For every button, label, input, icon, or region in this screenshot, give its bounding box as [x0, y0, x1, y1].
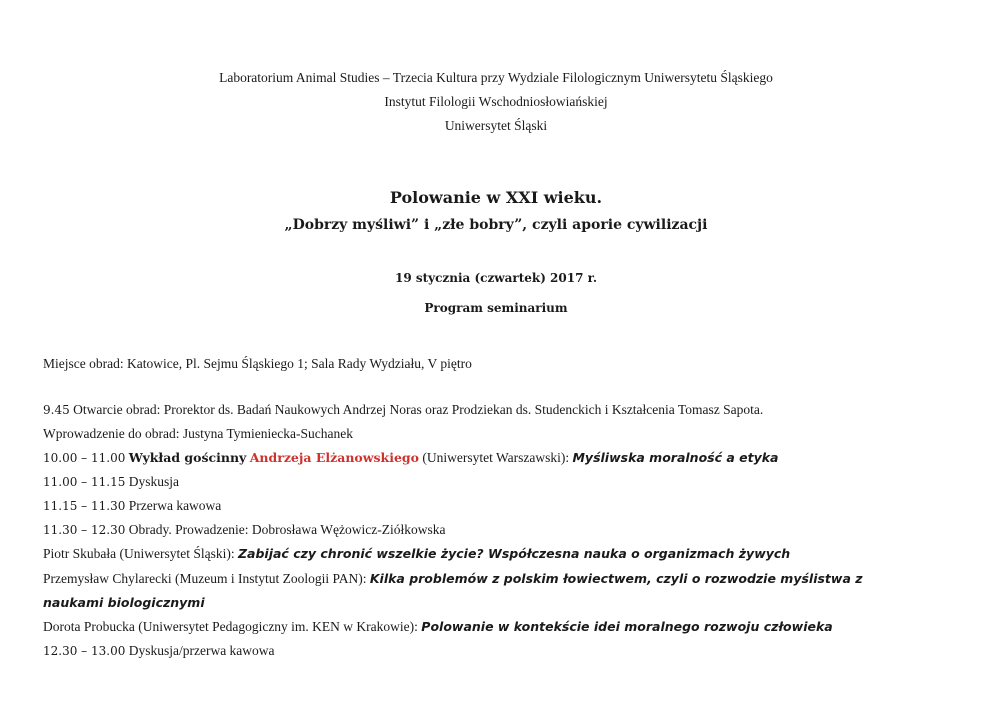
- document-subtitle: „Dobrzy myśliwi” i „złe bobry”, czyli aporie cywilizacji: [284, 217, 708, 233]
- program-discussion-1: [43, 473, 179, 491]
- talk2-title-continued: naukami biologicznymi: [43, 595, 205, 610]
- discussion2-text: Dyskusja/przerwa kawowa: [125, 643, 275, 658]
- opening-time: 9.45: [43, 403, 70, 417]
- program-talk-3: [43, 618, 833, 636]
- lecture-label: Wykład gościnny: [128, 450, 247, 465]
- session-time: 11.30 – 12.30: [43, 523, 126, 537]
- program-introduction: Wprowadzenie do obrad: Justyna Tymieniecka-Suchanek: [43, 426, 353, 441]
- lecture-title: Myśliwska moralność a etyka: [572, 450, 779, 465]
- event-date: 19 stycznia (czwartek) 2017 r.: [394, 271, 598, 285]
- talk2-speaker: Przemysław Chylarecki (Muzeum i Instytut Zoologii PAN):: [43, 571, 370, 586]
- lecture-affiliation: (Uniwersytet Warszawski):: [418, 450, 573, 465]
- header-university: Uniwersytet Śląski: [444, 118, 548, 133]
- discussion2-time: 12.30 – 13.00: [43, 644, 126, 658]
- program-talk-1: [43, 545, 790, 563]
- talk3-speaker: Dorota Probucka (Uniwersytet Pedagogiczny im. KEN w Krakowie):: [43, 619, 422, 634]
- talk2-title: Kilka problemów z polskim łowiectwem, czyli o rozwodzie myślistwa z: [369, 571, 863, 586]
- program-opening: [43, 401, 763, 419]
- break-text: Przerwa kawowa: [125, 498, 222, 513]
- program-talk-2: [43, 570, 863, 588]
- program-talk-2-continued: [43, 594, 205, 612]
- opening-text: Otwarcie obrad: Prorektor ds. Badań Naukowych Andrzej Noras oraz Prodziekan ds. Studenckich i Kształcenia Tomasz Sapota.: [69, 402, 764, 417]
- venue-line: Miejsce obrad: Katowice, Pl. Sejmu Śląskiego 1; Sala Rady Wydziału, V piętro: [43, 356, 472, 371]
- document-title: Polowanie w XXI wieku.: [389, 188, 603, 207]
- lecture-time: 10.00 – 11.00: [43, 451, 126, 465]
- talk1-speaker: Piotr Skubała (Uniwersytet Śląski):: [43, 546, 238, 561]
- program-coffee-break: [43, 497, 221, 515]
- discussion1-text: Dyskusja: [125, 474, 179, 489]
- header-organization: Laboratorium Animal Studies – Trzecia Kultura przy Wydziale Filologicznym Uniwersytetu Śląskiego: [219, 70, 773, 85]
- program-session: [43, 521, 446, 539]
- header-institute: Instytut Filologii Wschodniosłowiańskiej: [384, 94, 608, 109]
- session-text: Obrady. Prowadzenie: Dobrosława Wężowicz-Ziółkowska: [125, 522, 446, 537]
- program-lecture: [43, 449, 779, 467]
- break-time: 11.15 – 11.30: [43, 499, 126, 513]
- lecture-speaker: Andrzeja Elżanowskiego: [249, 450, 419, 465]
- talk1-title: Zabijać czy chronić wszelkie życie? Współczesna nauka o organizmach żywych: [237, 546, 791, 561]
- program-discussion-2: [43, 642, 275, 660]
- discussion1-time: 11.00 – 11.15: [43, 475, 126, 489]
- program-heading: Program seminarium: [424, 301, 568, 315]
- talk3-title: Polowanie w kontekście idei moralnego rozwoju człowieka: [421, 619, 833, 634]
